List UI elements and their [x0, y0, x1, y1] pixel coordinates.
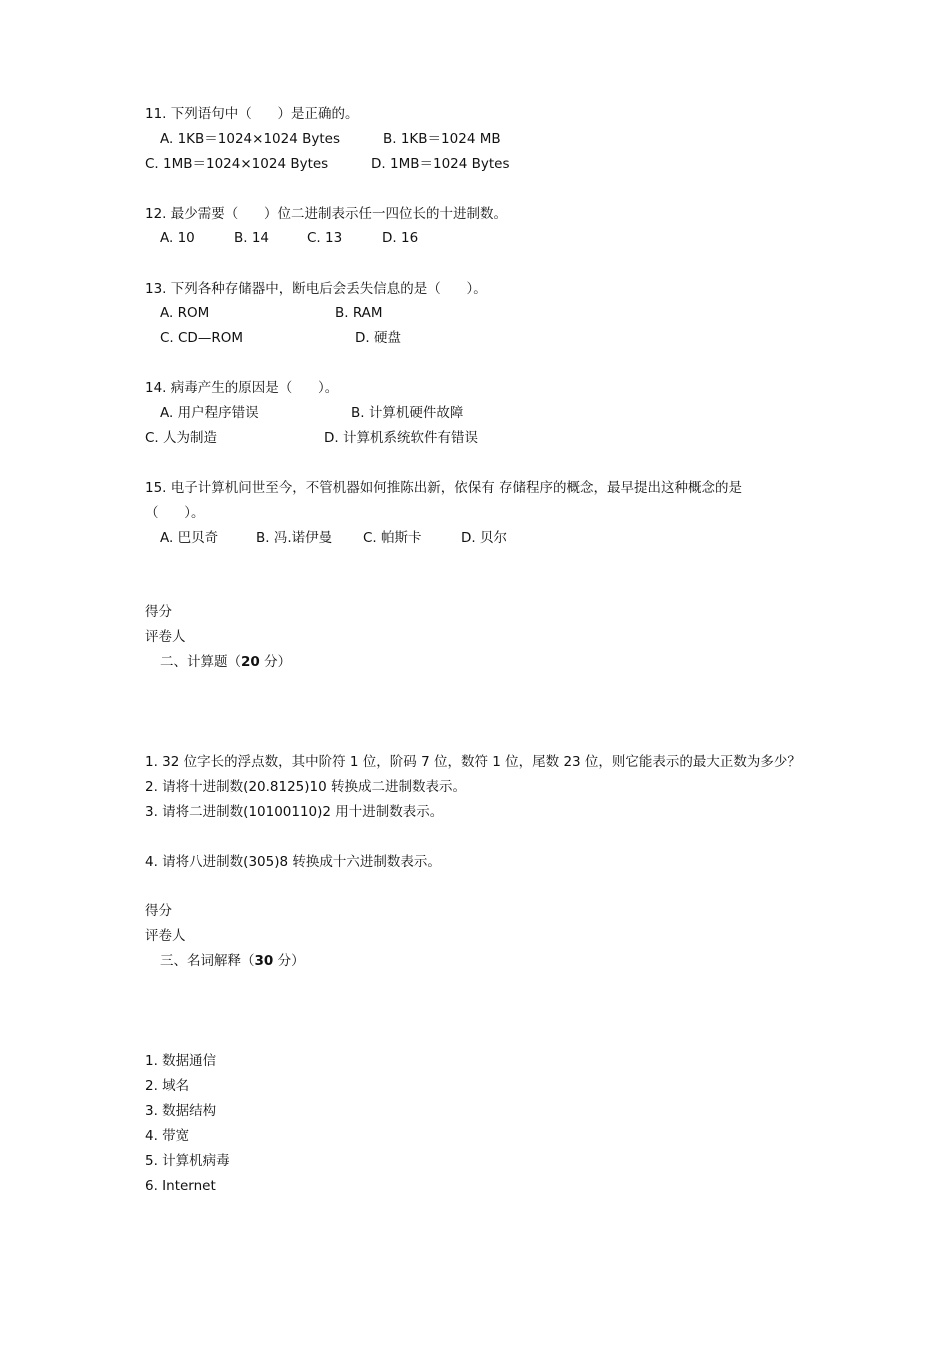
question-12-stem: 12. 最少需要（ ）位二进制表示任一四位长的十进制数。 — [145, 206, 508, 222]
question-13-option-d: D. 硬盘 — [355, 330, 401, 346]
question-13-option-b: B. RAM — [335, 305, 383, 321]
section-3-grader-label: 评卷人 — [145, 928, 186, 944]
question-15-stem: 15. 电子计算机问世至今，不管机器如何推陈出新，依保有 存储程序的概念，最早提出这种概念的是 — [145, 480, 743, 496]
section-3-title-prefix: 三、名词解释（ — [160, 953, 255, 969]
section-3-title-suffix: 分） — [273, 953, 305, 969]
term-item-6: 6. Internet — [145, 1178, 216, 1194]
section-3-title-points: 30 — [254, 953, 274, 969]
question-12-option-d: D. 16 — [382, 230, 419, 246]
question-13-option-a: A. ROM — [160, 305, 210, 321]
question-11-option-a: A. 1KB＝1024×1024 Bytes — [160, 131, 340, 147]
question-11-option-d: D. 1MB＝1024 Bytes — [371, 156, 510, 172]
section-2-title-suffix: 分） — [259, 654, 292, 670]
section-2-grader-label: 评卷人 — [145, 629, 186, 645]
question-15-option-b: B. 冯.诺伊曼 — [256, 530, 333, 546]
question-12-option-a: A. 10 — [160, 230, 195, 246]
calc-question-2: 2. 请将十进制数(20.8125)10 转换成二进制数表示。 — [145, 779, 467, 795]
question-12-option-c: C. 13 — [307, 230, 343, 246]
question-14-option-d: D. 计算机系统软件有错误 — [324, 430, 478, 446]
question-11-option-b: B. 1KB＝1024 MB — [383, 131, 501, 147]
question-14-option-c: C. 人为制造 — [145, 430, 218, 446]
calc-question-1: 1. 32 位字长的浮点数，其中阶符 1 位，阶码 7 位，数符 1 位，尾数 23 位，则它能表示的最大正数为多少？ — [145, 754, 801, 770]
question-11-stem: 11. 下列语句中（ ）是正确的。 — [145, 106, 359, 122]
section-2-title-points: 20 — [241, 654, 260, 670]
term-item-2: 2. 域名 — [145, 1078, 190, 1094]
section-2-title-prefix: 二、计算题（ — [160, 654, 241, 670]
calc-question-3: 3. 请将二进制数(10100110)2 用十进制数表示。 — [145, 804, 444, 820]
term-item-3: 3. 数据结构 — [145, 1103, 217, 1119]
section-2-title — [160, 653, 291, 671]
term-item-1: 1. 数据通信 — [145, 1053, 217, 1069]
question-13-option-c: C. CD—ROM — [160, 330, 243, 346]
section-3-score-label: 得分 — [145, 903, 172, 919]
term-item-4: 4. 带宽 — [145, 1128, 190, 1144]
question-15-option-a: A. 巴贝奇 — [160, 530, 219, 546]
question-12-option-b: B. 14 — [234, 230, 270, 246]
question-15-stem-continued: （ ）。 — [145, 505, 205, 521]
question-14-option-b: B. 计算机硬件故障 — [351, 405, 464, 421]
section-3-title — [160, 952, 305, 970]
question-14-stem: 14. 病毒产生的原因是（ ）。 — [145, 380, 339, 396]
question-13-stem: 13. 下列各种存储器中，断电后会丢失信息的是（ ）。 — [145, 281, 487, 297]
section-2-score-label: 得分 — [145, 604, 172, 620]
calc-question-4: 4. 请将八进制数(305)8 转换成十六进制数表示。 — [145, 854, 441, 870]
question-15-option-d: D. 贝尔 — [461, 530, 507, 546]
term-item-5: 5. 计算机病毒 — [145, 1153, 230, 1169]
question-14-option-a: A. 用户程序错误 — [160, 405, 259, 421]
question-15-option-c: C. 帕斯卡 — [363, 530, 422, 546]
question-11-option-c: C. 1MB＝1024×1024 Bytes — [145, 156, 329, 172]
